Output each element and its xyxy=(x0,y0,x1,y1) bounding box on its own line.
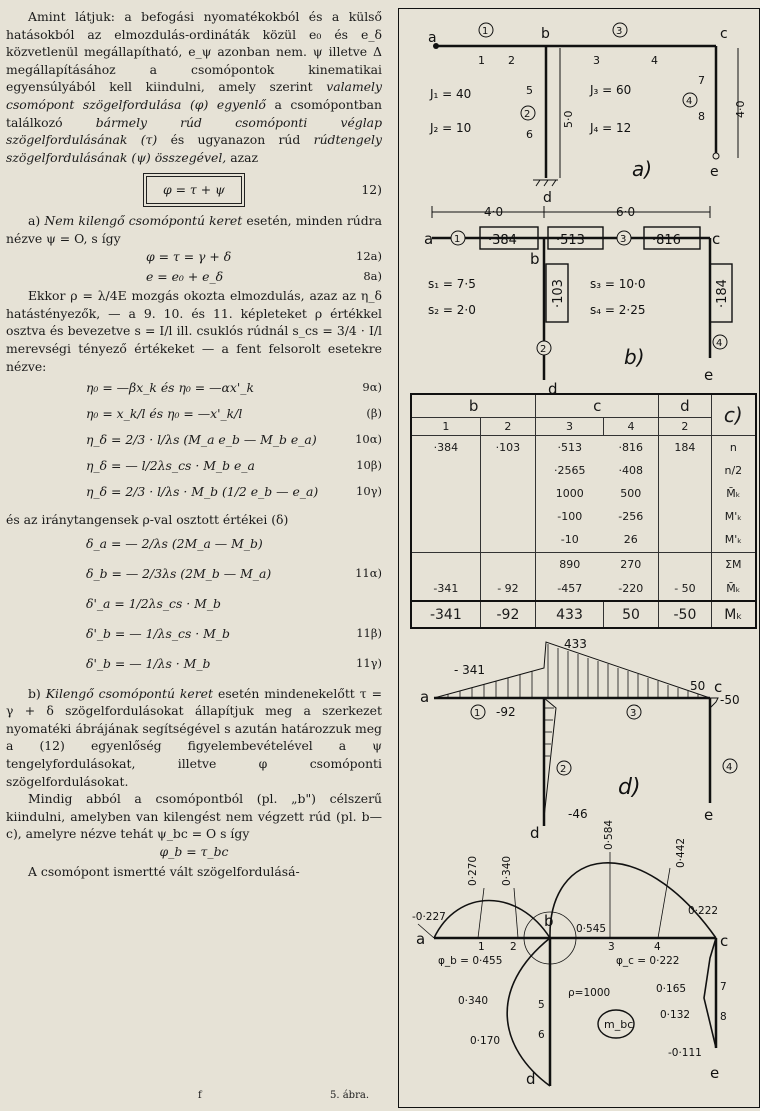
table-row-total xyxy=(412,601,755,627)
fig-e-val-0545: 0·545 xyxy=(576,923,607,935)
fig-b-box-384: ·384 xyxy=(488,233,517,248)
cell: -100 xyxy=(557,510,583,524)
cell: -341 xyxy=(412,601,480,627)
paragraph-4 xyxy=(6,790,382,843)
eq11a-formula-2: δ_b = — 2/3λs (2M_b — M_a) xyxy=(86,565,272,581)
equation-12-box: φ = τ + ψ xyxy=(146,176,242,204)
a-text: esetén, minden rúdra nézve ψ = O, s így xyxy=(6,212,382,246)
b-italic: Kilengő csomópontú keret xyxy=(45,685,213,701)
row-label: M̄ₖ xyxy=(726,487,741,501)
fig-d-val-46: -46 xyxy=(568,807,588,821)
fig-e-pt-3: 3 xyxy=(608,941,615,953)
equation-17: φ_b = τ_bc xyxy=(159,844,229,860)
fig-a-dim-5: 5·0 xyxy=(562,110,575,128)
fig-a-J2: J₂ = 10 xyxy=(430,121,472,135)
page-mark: f xyxy=(198,1090,202,1101)
p1-italic: valamely csomópont szögelfordulása (φ) egyenlő xyxy=(6,79,382,112)
eq9a-number: 9α) xyxy=(362,380,382,395)
paragraph-3 xyxy=(6,511,382,529)
fig-b-label: b) xyxy=(624,345,645,369)
fig-a-label: a) xyxy=(632,157,653,181)
cell: -341 xyxy=(412,576,480,601)
paragraph-1 xyxy=(6,8,382,166)
fig-b-bar-3: 3 xyxy=(620,234,627,245)
equation-10a xyxy=(6,427,382,453)
fig-b-bar-2: 2 xyxy=(540,344,547,355)
row-label: M̄ₖ xyxy=(726,581,741,595)
equation-11a-1 xyxy=(6,529,382,559)
fig-a-pt-2: 2 xyxy=(508,54,515,67)
p1-text-c: és ugyanazon rúd xyxy=(170,132,301,148)
eq10a-number: 10α) xyxy=(355,432,382,447)
equation-9b xyxy=(6,401,382,427)
p3-text: és az iránytangensek ρ-val osztott értékei (δ) xyxy=(6,512,289,528)
fig-e-node-d: d xyxy=(526,1070,536,1088)
p1-italic-3: rúdtengely szögelfordulásának (ψ) összegével, xyxy=(6,132,382,165)
fig-e-pt-7: 7 xyxy=(720,981,727,993)
fig-b-node-a: a xyxy=(424,230,434,248)
fig-e-pt-2: 2 xyxy=(510,941,517,953)
fig-e-mbc: m_bc xyxy=(604,1018,634,1031)
fig-b-node-c: c xyxy=(712,230,721,248)
table-row xyxy=(412,482,755,505)
fig-e-node-e: e xyxy=(710,1064,720,1082)
fig-a-J1: J₁ = 40 xyxy=(430,87,472,101)
fig-e-val-0227: -0·227 xyxy=(412,911,446,923)
text-column xyxy=(6,8,382,881)
cell: ·816 xyxy=(603,435,658,459)
b-head: b) xyxy=(28,685,41,701)
fig-a-bar-4: 4 xyxy=(686,96,693,107)
p1-text: Amint látjuk: a befogási nyomatékokból és a külső hatásokból az elmozdulás-ordináták közül e₀ és e_δ közvetlenül megállapítható, e_ψ azonban nem. ψ illetve Δ megállapításához a csomópontok kinematikai egyensúlyából kell kiindulni, amely szerint xyxy=(6,9,382,95)
fig-e-node-a: a xyxy=(416,930,426,948)
eq12a-number: 12a) xyxy=(356,249,382,264)
paragraph-b xyxy=(6,685,382,791)
cell: 1000 xyxy=(555,487,584,501)
eq10b-number: 10β) xyxy=(356,458,382,473)
cell: -50 xyxy=(659,601,711,627)
fig-b-box-184: ·184 xyxy=(715,279,730,308)
fig-d-bar-3: 3 xyxy=(630,708,637,719)
cell: ·2565 xyxy=(553,463,586,477)
fig-d-bar-1: 1 xyxy=(474,708,481,719)
p1-italic-2: bármely rúd csomóponti véglap szögelfordulásának (τ) xyxy=(6,114,382,148)
fig-d-bar-2: 2 xyxy=(560,764,567,775)
cell: 26 xyxy=(603,528,658,552)
fig-a-node-c: c xyxy=(720,26,728,42)
cell: ·408 xyxy=(603,459,658,482)
fig-a-node-e: e xyxy=(710,164,719,180)
eq10b-formula: η_δ = — l/2λs_cs · M_b e_a xyxy=(86,458,255,474)
fig-a-dim-4: 4·0 xyxy=(734,100,747,118)
equation-11b-1 xyxy=(6,589,382,619)
eq10a-formula: η_δ = 2/3 · l/λs (M_a e_b — M_b e_a) xyxy=(86,432,317,448)
table-row xyxy=(412,576,755,601)
fig-e-val-0165: 0·165 xyxy=(656,983,687,995)
eq11g-formula: δ'_b = — 1/λs · M_b xyxy=(86,655,211,671)
fig-b-bar-1: 1 xyxy=(454,234,461,245)
eq10c-formula: η_δ = 2/3 · l/λs · M_b (1/2 e_b — e_a) xyxy=(86,484,319,500)
table-row xyxy=(412,528,755,552)
cell: 433 xyxy=(536,601,604,627)
equation-12-number: 12) xyxy=(361,182,382,198)
th-2d: 2 xyxy=(659,417,711,435)
th-c: c xyxy=(536,395,659,417)
fig-b-node-d: d xyxy=(548,380,558,398)
fig-e-pt-6: 6 xyxy=(538,1029,545,1041)
cell: 50 xyxy=(603,601,658,627)
cell: -220 xyxy=(603,576,658,601)
row-label: Mₖ xyxy=(711,601,755,627)
cell: -256 xyxy=(603,505,658,528)
fig-e-val-0584: 0·584 xyxy=(603,819,615,850)
fig-e-val-0132: 0·132 xyxy=(660,1009,691,1021)
row-label: n xyxy=(729,440,737,454)
figure-caption: 5. ábra. xyxy=(330,1090,370,1101)
th-4: 4 xyxy=(603,417,658,435)
eq9a-formula: η₀ = —βx_k és η₀ = —αx'_k xyxy=(86,380,254,396)
fig-e-val-0340: 0·340 xyxy=(501,855,513,886)
cell: -92 xyxy=(480,601,535,627)
eq9b-formula: η₀ = x_k/l és η₀ = —x'_k/l xyxy=(86,406,243,422)
fig-e-val-0111: -0·111 xyxy=(668,1047,702,1059)
cell: - 50 xyxy=(659,576,711,601)
fig-a-bar-1: 1 xyxy=(482,26,489,37)
fig-a-pt-7: 7 xyxy=(698,74,705,87)
eq11a-formula-1: δ_a = — 2/λs (2M_a — M_b) xyxy=(86,535,263,551)
cell: ·103 xyxy=(480,435,535,459)
equation-11a-2 xyxy=(6,559,382,589)
fig-d-node-c: c xyxy=(714,678,723,696)
node-e-hinge xyxy=(713,153,719,159)
fig-e-rho: ρ=1000 xyxy=(568,987,611,999)
a-head: a) xyxy=(28,212,41,228)
cell: 270 xyxy=(603,552,658,576)
table-row xyxy=(412,552,755,576)
row-label: ΣM xyxy=(725,557,742,571)
table-row xyxy=(412,459,755,482)
fig-d-bar-4: 4 xyxy=(726,762,733,773)
eq9b-number: (β) xyxy=(366,406,382,421)
cell: ·384 xyxy=(412,435,480,459)
equation-12a xyxy=(6,247,382,267)
p2-text: Ekkor ρ = λ/4E mozgás okozta elmozdulás, azaz az η_δ hatástényezők, — a 9. 10. és 11. képleteket ρ értékkel osztva és bevezetve s = I/l ill. csuklós rúdnál s_cs = 3/4 · I/l merevségi tényező értékeket — a fent felsorolt esetekre nézve: xyxy=(6,288,382,374)
equation-9a xyxy=(6,375,382,401)
cell: ·513 xyxy=(557,440,582,454)
fig-b-dim-4: 4·0 xyxy=(484,205,504,219)
fig-e-val-0170: 0·170 xyxy=(470,1035,501,1047)
fig-e-pt-4: 4 xyxy=(654,941,661,953)
th-3: 3 xyxy=(536,417,604,435)
eq11g-number: 11γ) xyxy=(356,655,382,670)
eq8a-number: 8a) xyxy=(363,269,382,284)
row-label: n/2 xyxy=(724,463,743,477)
equation-8a xyxy=(6,267,382,287)
fig-a-pt-5: 5 xyxy=(526,84,533,97)
table-row xyxy=(412,505,755,528)
fig-b-s4: s₄ = 2·25 xyxy=(590,303,646,317)
eq8a-formula: e = e₀ + e_δ xyxy=(146,269,224,285)
a-italic: Nem kilengő csomópontú keret xyxy=(44,212,243,228)
eq11b-formula-2: δ'_b = — 1/λs_cs · M_b xyxy=(86,625,230,641)
fig-e-node-c: c xyxy=(720,932,729,950)
fig-e-val-0340b: 0·340 xyxy=(458,995,489,1007)
equation-11g xyxy=(6,649,382,679)
p1-text-d: azaz xyxy=(230,149,259,165)
p1-text-b: a csomópontban találkozó xyxy=(6,96,382,130)
fig-b-s2: s₂ = 2·0 xyxy=(428,303,476,317)
cell: 184 xyxy=(659,435,711,459)
th-1: 1 xyxy=(412,417,480,435)
fig-b-bar-4: 4 xyxy=(716,338,723,349)
fig-e-pt-5: 5 xyxy=(538,999,545,1011)
fig-a-bar-3: 3 xyxy=(616,26,623,37)
fig-b-node-e: e xyxy=(704,366,714,384)
eq10c-number: 10γ) xyxy=(356,484,382,499)
table-label: c) xyxy=(711,395,755,435)
fig-e-phi-c: φ_c = 0·222 xyxy=(616,955,680,967)
cell: -10 xyxy=(560,533,579,547)
fig-a-pt-6: 6 xyxy=(526,128,533,141)
fig-d-node-d: d xyxy=(530,824,540,842)
fig-e-pt-8: 8 xyxy=(720,1011,727,1023)
equation-12 xyxy=(6,176,382,204)
fig-d-node-e: e xyxy=(704,806,714,824)
fig-a-J3: J₃ = 60 xyxy=(590,83,632,97)
equation-10c xyxy=(6,479,382,505)
fig-e-val-0222: 0·222 xyxy=(688,905,719,917)
eq12a-formula: φ = τ = γ + δ xyxy=(146,249,232,265)
equation-10b xyxy=(6,453,382,479)
fig-d-node-a: a xyxy=(420,688,430,706)
fig-b-s1: s₁ = 7·5 xyxy=(428,277,476,291)
fig-a-node-b: b xyxy=(541,26,550,42)
th-b: b xyxy=(412,395,536,417)
table-c xyxy=(410,393,757,629)
fig-d-val-341: - 341 xyxy=(454,663,486,677)
fig-b-dim-6: 6·0 xyxy=(616,205,636,219)
fig-d-val-neg50: -50 xyxy=(720,693,740,707)
fig-a-node-a: a xyxy=(428,30,437,46)
fig-e-val-0270: 0·270 xyxy=(467,855,479,886)
fig-d-val-92: -92 xyxy=(496,705,516,719)
row-label: M'ₖ xyxy=(724,533,742,547)
equation-11b-2 xyxy=(6,619,382,649)
fig-a-pt-4: 4 xyxy=(651,54,658,67)
fig-b-box-103: ·103 xyxy=(551,279,566,308)
eq11b-formula-1: δ'_a = 1/2λs_cs · M_b xyxy=(86,595,221,611)
fig-d-label: d) xyxy=(618,775,641,800)
cell: 500 xyxy=(603,482,658,505)
cell: - 92 xyxy=(480,576,535,601)
fig-e-phi-b: φ_b = 0·455 xyxy=(438,955,503,967)
paragraph-5 xyxy=(6,863,382,881)
fig-d-val-433: 433 xyxy=(564,637,587,651)
fig-a-pt-3: 3 xyxy=(593,54,600,67)
cell: -457 xyxy=(557,581,583,595)
fig-b-s3: s₃ = 10·0 xyxy=(590,277,646,291)
fig-a-pt-8: 8 xyxy=(698,110,705,123)
row-label: M'ₖ xyxy=(724,510,742,524)
fig-a-J4: J₄ = 12 xyxy=(590,121,632,135)
p4-text: Mindig abból a csomópontból (pl. „b") célszerű kiindulni, amelyben van kilengést nem végzett rúd (pl. b—c), amelyre nézve tehát ψ_bc = O s így xyxy=(6,791,382,842)
th-d: d xyxy=(659,395,711,417)
b-text: esetén mindenekelőtt τ = γ + δ szögelfordulásokat állapítjuk meg a szerkezet nyomatéki ábrájának segítségével s azután határozzuk meg a (12) egyenlőség figyelembevételével a ψ tengelyfordulásokat, illetve φ csomóponti szögelfordulásokat. xyxy=(6,685,382,789)
eq11b-number: 11β) xyxy=(356,625,382,640)
eq11a-number: 11α) xyxy=(355,565,382,580)
paragraph-2 xyxy=(6,287,382,375)
fig-a-pt-1: 1 xyxy=(478,54,485,67)
fig-b-box-816: ·816 xyxy=(652,233,681,248)
fig-a-node-d: d xyxy=(543,190,552,206)
table-row xyxy=(412,435,755,459)
fig-a-bar-2: 2 xyxy=(524,109,531,120)
fig-e-pt-1: 1 xyxy=(478,941,485,953)
fig-e-node-b: b xyxy=(544,912,554,930)
fig-e-val-0442: 0·442 xyxy=(675,837,687,868)
cell: 890 xyxy=(559,557,581,571)
fig-b-node-b: b xyxy=(530,250,540,268)
fig-b-box-513: ·513 xyxy=(556,233,585,248)
th-2: 2 xyxy=(480,417,535,435)
fig-d-val-50: 50 xyxy=(690,679,706,693)
p5-text: A csomópont ismertté vált szögelfordulásá- xyxy=(28,864,300,880)
paragraph-a xyxy=(6,212,382,247)
